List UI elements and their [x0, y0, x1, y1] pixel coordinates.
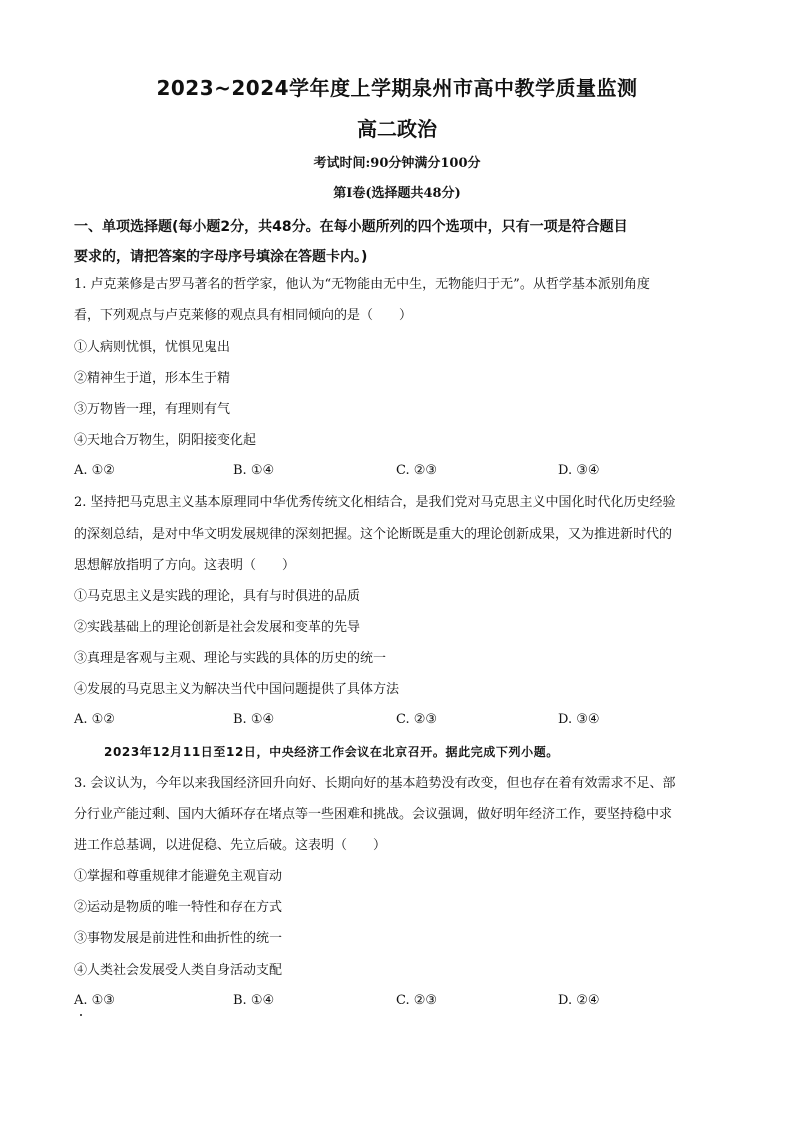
- exam-title: 2023~2024学年度上学期泉州市高中教学质量监测: [156, 76, 638, 100]
- subject-title: 高二政治: [357, 117, 437, 141]
- q1-option-d: D. ③④: [558, 463, 600, 478]
- stray-dot-mark: [80, 1014, 82, 1016]
- q2-option-c: C. ②③: [396, 712, 438, 727]
- q3-option-c: C. ②③: [396, 993, 438, 1008]
- section-instructions: [74, 212, 724, 272]
- q3-option-d: D. ②④: [558, 993, 600, 1008]
- q2-item-3: ③真理是客观与主观、理论与实践的具体的历史的统一: [74, 651, 387, 666]
- q2-stem-line-3: 思想解放指明了方向。这表明（ ）: [74, 558, 296, 573]
- q3-option-b: B. ①④: [233, 993, 275, 1008]
- q3-stem-line-1: 3. 会议认为，今年以来我国经济回升向好、长期向好的基本趋势没有改变，但也存在着有效需求不足、部: [74, 776, 676, 791]
- q3-stem-line-3: 进工作总基调，以进促稳、先立后破。这表明（ ）: [74, 838, 387, 853]
- q2-option-b: B. ①④: [233, 712, 275, 727]
- q2-item-2: ②实践基础上的理论创新是社会发展和变革的先导: [74, 620, 361, 635]
- q2-stem-line-1: 2. 坚持把马克思主义基本原理同中华优秀传统文化相结合，是我们党对马克思主义中国化时代化历史经验: [74, 495, 676, 510]
- exam-info: 考试时间:90分钟满分100分: [313, 156, 481, 171]
- volume-heading: 第Ⅰ卷(选择题共48分): [333, 186, 461, 201]
- q3-item-2: ②运动是物质的唯一特性和存在方式: [74, 900, 283, 915]
- q2-stem-line-2: 的深刻总结，是对中华文明发展规律的深刻把握。这个论断既是重大的理论创新成果，又为推进新时代的: [74, 527, 673, 542]
- q1-item-4: ④天地合万物生，阴阳接变化起: [74, 433, 257, 448]
- q2-option-d: D. ③④: [558, 712, 600, 727]
- q3-item-3: ③事物发展是前进性和曲折性的统一: [74, 931, 283, 946]
- q1-item-2: ②精神生于道，形本生于精: [74, 371, 231, 386]
- q3-item-1: ①掌握和尊重规律才能避免主观盲动: [74, 869, 283, 884]
- q1-item-1: ①人病则忧惧，忧惧见鬼出: [74, 340, 231, 355]
- section-line-2: 要求的，请把答案的字母序号填涂在答题卡内。): [74, 249, 368, 265]
- q1-option-a: A. ①②: [74, 463, 115, 478]
- q2-item-4: ④发展的马克思主义为解决当代中国问题提供了具体方法: [74, 682, 400, 697]
- q3-stem-line-2: 分行业产能过剩、国内大循环存在堵点等一些困难和挑战。会议强调，做好明年经济工作，要坚持稳中求: [74, 807, 673, 822]
- q1-option-c: C. ②③: [396, 463, 438, 478]
- q1-item-3: ③万物皆一理，有理则有气: [74, 402, 231, 417]
- q3-option-a: A. ①③: [74, 993, 115, 1008]
- q2-item-1: ①马克思主义是实践的理论，具有与时俱进的品质: [74, 589, 361, 604]
- section-line-1: 一、单项选择题(每小题2分，共48分。在每小题所列的四个选项中，只有一项是符合题目: [74, 219, 628, 235]
- q1-stem-line-2: 看，下列观点与卢克莱修的观点具有相同倾向的是（ ）: [74, 308, 413, 323]
- q3-item-4: ④人类社会发展受人类自身活动支配: [74, 963, 283, 978]
- q1-stem-line-1: 1. 卢克莱修是古罗马著名的哲学家，他认为“无物能由无中生，无物能归于无”。从哲学基本派别角度: [74, 277, 650, 292]
- q2-option-a: A. ①②: [74, 712, 115, 727]
- material-note: 2023年12月11日至12日，中央经济工作会议在北京召开。据此完成下列小题。: [104, 745, 559, 759]
- q1-option-b: B. ①④: [233, 463, 275, 478]
